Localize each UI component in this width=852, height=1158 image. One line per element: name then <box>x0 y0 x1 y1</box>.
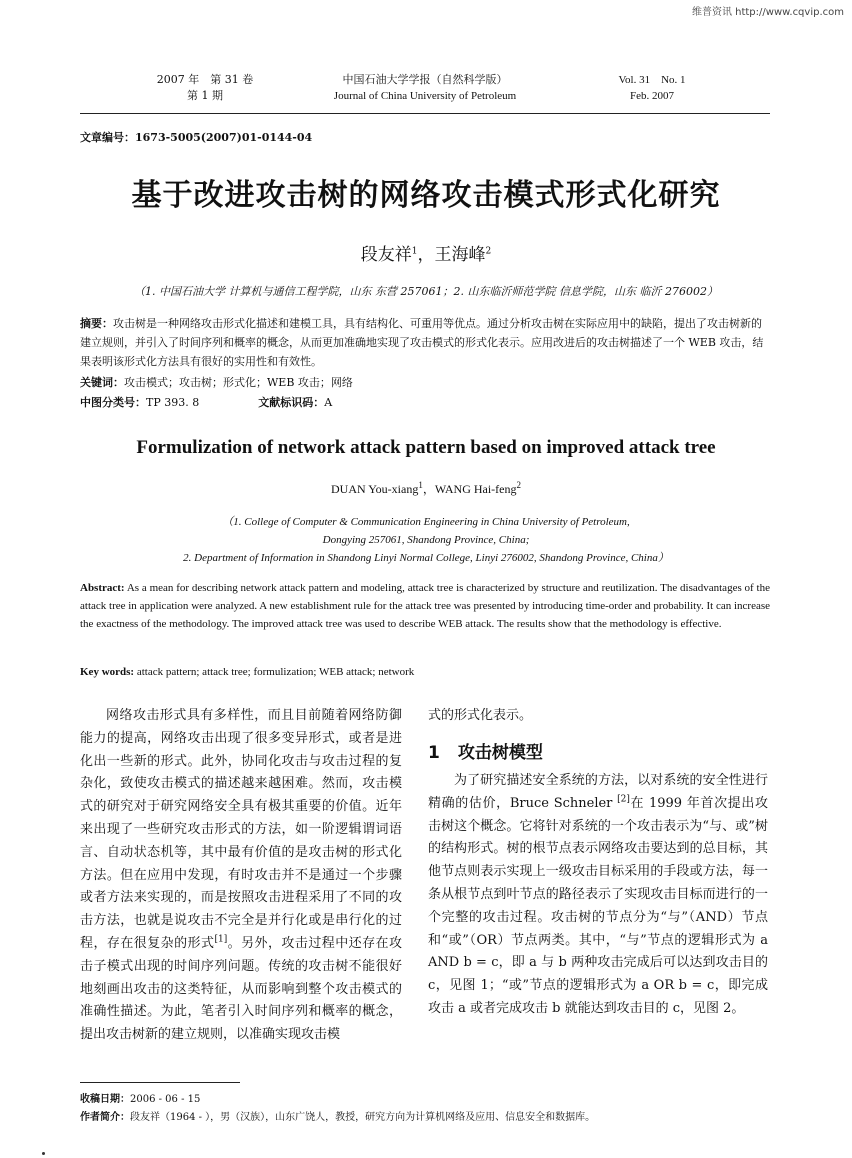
affiliation-mark: 1 <box>411 246 418 257</box>
scan-speck <box>42 1152 45 1155</box>
watermark: 维普资讯 http://www.cqvip.com <box>691 7 844 18</box>
journal-volume-en <box>592 72 712 104</box>
section-number: 1 <box>428 743 440 763</box>
section-heading <box>428 738 543 763</box>
keywords-cn <box>80 373 770 392</box>
paragraph-text: 在 1999 年首次提出攻击树这个概念。它将针对系统的一个攻击表示为“与、或”树的结构形式。树的根节点表示网络攻击要达到的总目标，其他节点则表示实现上一级攻击目标采用的手段或方法，每一条从根节点到叶节点的路径表示了实现攻击目标而进行的一个完整的攻击过程。攻击树的节点分为“与”（AND）节点和“或”（OR）节点两类。其中，“与”节点的逻辑形式为 a AND b = c，即 a 与 b 两种攻击完成后可以达到攻击目的 c，见图 1；“或”节点的逻辑形式为 a OR b = c，即完成攻击 a 或者完成攻击 b 就能达到攻击目的 c，见图 2。 <box>428 795 768 1016</box>
issue-number: 第 1 期 <box>187 89 223 102</box>
affiliations-en <box>0 513 852 567</box>
volume-en: Vol. 31 No. 1 <box>618 74 686 86</box>
paragraph-text: 。另外，攻击过程中还存在攻击子模式出现的时间序列问题。传统的攻击树不能很好地刻画出攻击的这类特征，从而影响到整个攻击模式的准确性描述。为此，笔者引入时间序列和概率的概念，提出攻击树新的建立规则，以准确实现攻击模 <box>80 935 402 1043</box>
abstract-label: 摘要： <box>80 317 113 330</box>
paper-title-cn: 基于改进攻击树的网络攻击模式形式化研究 <box>131 178 721 213</box>
affiliation-mark: 2 <box>516 480 521 490</box>
footnote-author <box>80 1110 770 1126</box>
author-separator: ， <box>422 482 435 496</box>
paragraph-text: 网络攻击形式具有多样性，而且目前随着网络防御能力的提高，网络攻击出现了很多变异形式，或者是进化出一些新的形式。此外，协同化攻击与攻击过程的复杂化，致使攻击模式的描述越来越困难。然而，攻击模式的研究对于研究网络安全具有极其重要的价值。近年来出现了一些研究攻击形式的方法，如一阶逻辑谓词语言、自动状态机等，其中最有价值的是攻击树的形式化方法。但在应用中发现，有时攻击并不是通过一个步骤或者方法来实现的，而是按照攻击进程采用了不同的攻击方法，也就是说攻击不完全是并行化或是串行化的过程，存在很复杂的形式 <box>80 708 402 951</box>
author-name: 段友祥 <box>360 245 412 265</box>
paragraph-text: 为了研究描述安全系统的方法，以对系统的安全性进行精确的估价，Bruce Schneler <box>428 773 768 811</box>
received-date: 2006 - 06 - 15 <box>130 1094 201 1105</box>
journal-name-en: Journal of China University of Petroleum <box>333 90 517 102</box>
author-name: DUAN You-xiang <box>331 482 419 496</box>
citation-ref: [2] <box>617 794 630 805</box>
keywords-text-en: attack pattern; attack tree; formulization; WEB attack; network <box>134 666 415 678</box>
class-label: 中图分类号： <box>80 396 146 409</box>
paper-title-en: Formulization of network attack pattern based on improved attack tree <box>136 437 716 458</box>
footnote-rule <box>80 1082 240 1083</box>
keywords-en <box>80 666 770 678</box>
article-number: 文章编号：1673-5005(2007)01-0144-04 <box>80 131 313 144</box>
volume-year: 2007 年 第 31 卷 <box>156 73 254 86</box>
author-separator: ， <box>417 245 435 265</box>
abstract-text: 攻击树是一种网络攻击形式化描述和建模工具，具有结构化、可重用等优点。通过分析攻击树在实际应用中的缺陷，提出了攻击树新的建立规则，并引入了时间序列和概率的概念，从而更加准确地实现了攻击模式的形式化表示。应用改进后的攻击树描述了一个 WEB 攻击，结果表明该形式化方法具有很好的实用性和有效性。 <box>80 317 764 368</box>
authors-en <box>0 480 852 497</box>
journal-name <box>300 72 550 104</box>
author-bio-text: 段友祥（1964 - ），男（汉族），山东广饶人，教授，研究方向为计算机网络及应用、信息安全和数据库。 <box>130 1112 596 1123</box>
header-rule <box>80 113 770 114</box>
journal-name-cn: 中国石油大学学报（自然科学版） <box>342 73 508 86</box>
footnote-received <box>80 1092 200 1108</box>
author-name: 王海峰 <box>434 245 486 265</box>
abstract-cn <box>80 314 770 371</box>
affiliation-mark: 2 <box>485 246 492 257</box>
abstract-label-en: Abstract: <box>80 582 125 594</box>
section-title: 攻击树模型 <box>457 743 543 763</box>
affiliation-mark: 1 <box>418 480 423 490</box>
abstract-en <box>80 579 770 633</box>
authors-cn <box>0 240 852 265</box>
keywords-text: 攻击模式；攻击树；形式化；WEB 攻击；网络 <box>124 376 353 389</box>
body-right-column <box>428 770 768 1021</box>
classification-cn <box>80 393 770 412</box>
doc-code-label: 文献标识码： <box>258 396 325 409</box>
received-label: 收稿日期： <box>80 1094 130 1105</box>
keywords-label: 关键词： <box>80 376 124 389</box>
author-name: WANG Hai-feng <box>434 482 517 496</box>
body-left-column <box>80 705 402 1047</box>
affiliation-line: （1. College of Computer & Communication Engineering in China University of Petroleum, <box>222 516 630 528</box>
date-en: Feb. 2007 <box>630 90 674 102</box>
doc-code: A <box>324 396 333 409</box>
affiliation-line: Dongying 257061, Shandong Province, China; <box>322 534 530 546</box>
affiliations-cn: （1. 中国石油大学 计算机与通信工程学院，山东 东营 257061；2. 山东临沂师范学院 信息学院，山东 临沂 276002） <box>134 285 718 298</box>
class-code: TP 393. 8 <box>146 396 200 409</box>
abstract-text-en: As a mean for describing network attack pattern and modeling, attack tree is characterized by structure and reutilization. The disadvantages of the attack tree in application were analyzed. A new establishment rule for the attack tree was presented by introducing time-order and probability. It can increase the exactness of the methodology. The improved attack tree was used to describe WEB attack. The results show that the methodology is effective. <box>80 582 770 630</box>
body-right-continuation: 式的形式化表示。 <box>428 708 533 723</box>
affiliation-line: 2. Department of Information in Shandong Linyi Normal College, Linyi 276002, Shandong Province, China） <box>183 552 669 564</box>
keywords-label-en: Key words: <box>80 666 135 678</box>
journal-volume-issue <box>140 72 270 104</box>
author-bio-label: 作者简介： <box>80 1112 130 1123</box>
citation-ref: [1] <box>214 934 228 945</box>
